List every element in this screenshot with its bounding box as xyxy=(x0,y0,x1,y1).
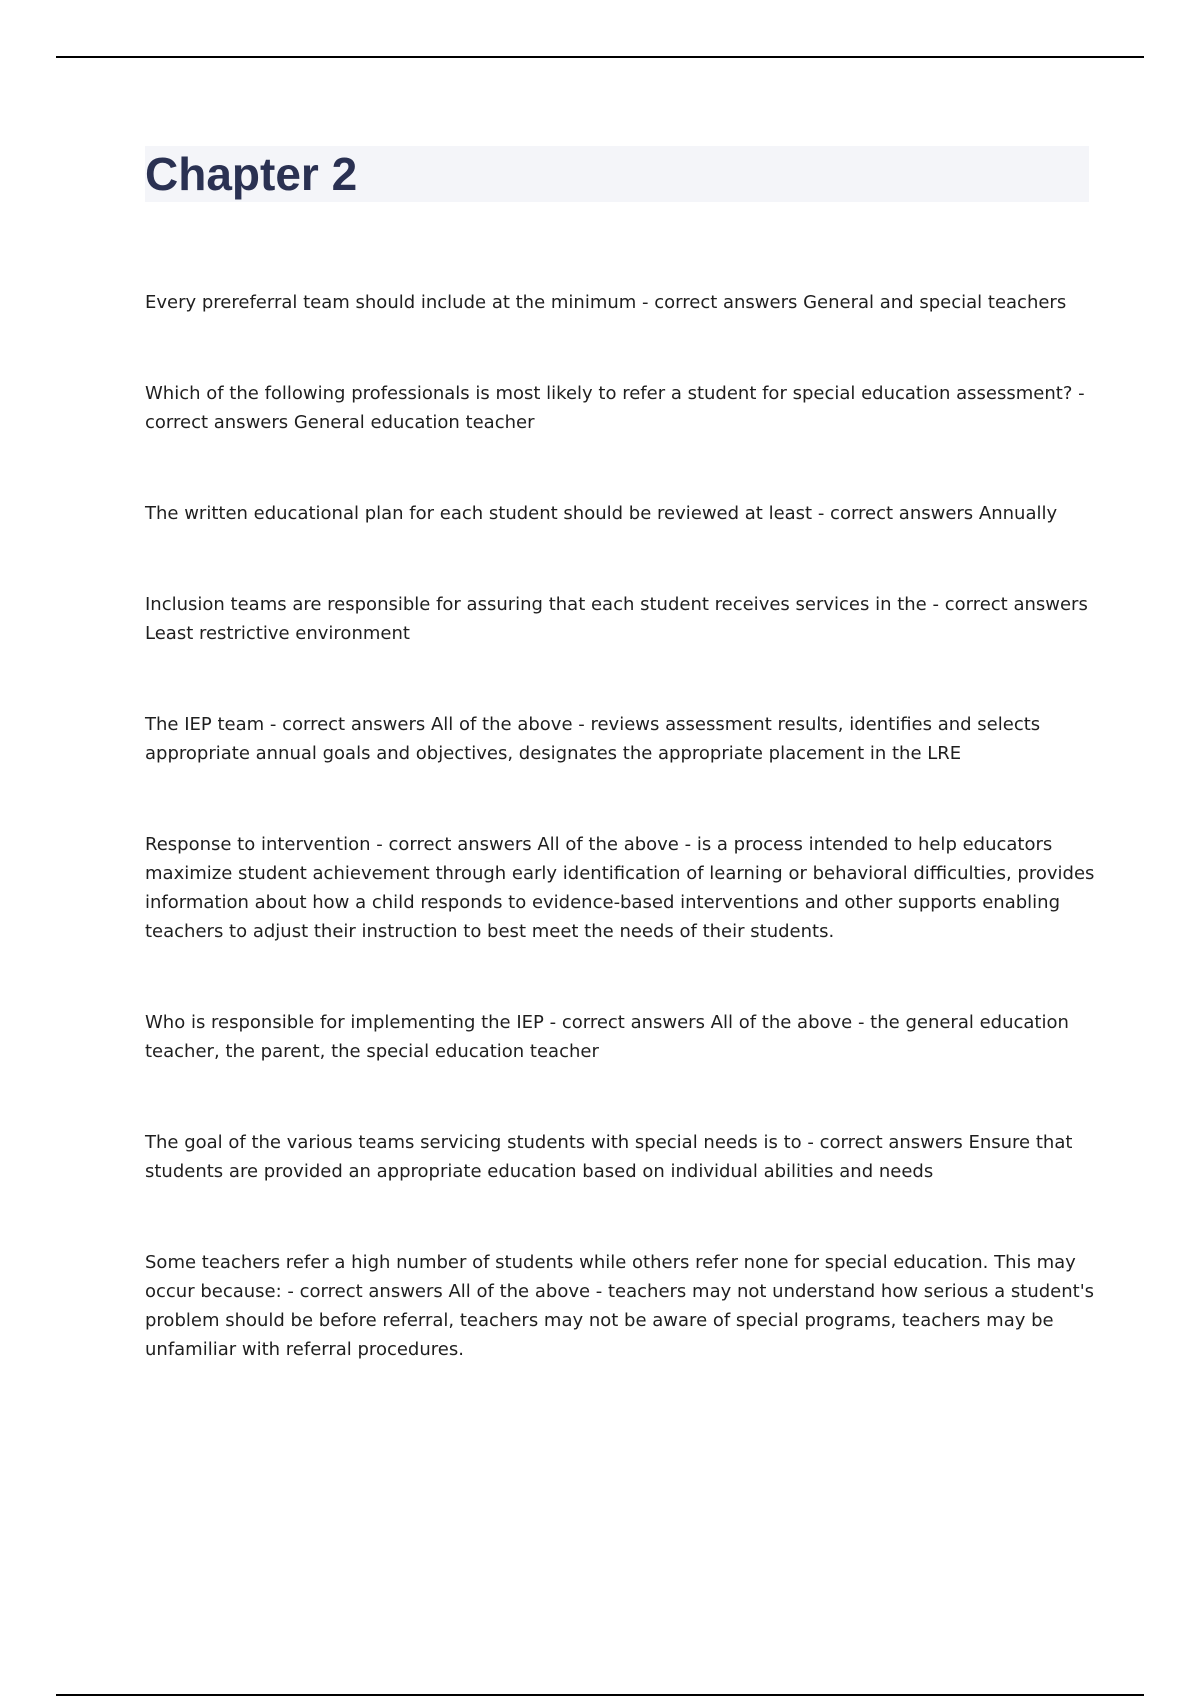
qa-item: Who is responsible for implementing the IEP - correct answers All of the above - the general education teacher, the parent, the special education teacher xyxy=(145,1012,1069,1062)
qa-item: The written educational plan for each student should be reviewed at least - correct answers Annually xyxy=(145,503,1058,524)
qa-item: The IEP team - correct answers All of the above - reviews assessment results, identifies and selects appropriate annual goals and objectives, designates the appropriate placement in the LRE xyxy=(145,714,1041,764)
qa-item: Response to intervention - correct answers All of the above - is a process intended to help educators maximize student achievement through early identification of learning or behavioral difficulties, provides information about how a child responds to evidence-based interventions and other supports enabling teachers to adjust their instruction to best meet the needs of their students. xyxy=(145,834,1095,942)
qa-item: Inclusion teams are responsible for assuring that each student receives services in the - correct answers Least restrictive environment xyxy=(145,594,1088,644)
qa-item: Some teachers refer a high number of students while others refer none for special education. This may occur because: - correct answers All of the above - teachers may not understand how serious a student's problem should be before referral, teachers may not be aware of special programs, teachers may be unfamiliar with referral procedures. xyxy=(145,1252,1095,1360)
bottom-divider xyxy=(56,1694,1144,1696)
qa-item: Which of the following professionals is most likely to refer a student for special education assessment? - correct answers General education teacher xyxy=(145,383,1085,433)
page-title: Chapter 2 xyxy=(145,148,358,200)
qa-list xyxy=(145,288,1095,1426)
qa-item: The goal of the various teams servicing students with special needs is to - correct answers Ensure that students are provided an appropriate education based on individual abilities and needs xyxy=(145,1132,1073,1182)
qa-item: Every prereferral team should include at the minimum - correct answers General and special teachers xyxy=(145,292,1067,313)
top-divider xyxy=(56,56,1144,58)
